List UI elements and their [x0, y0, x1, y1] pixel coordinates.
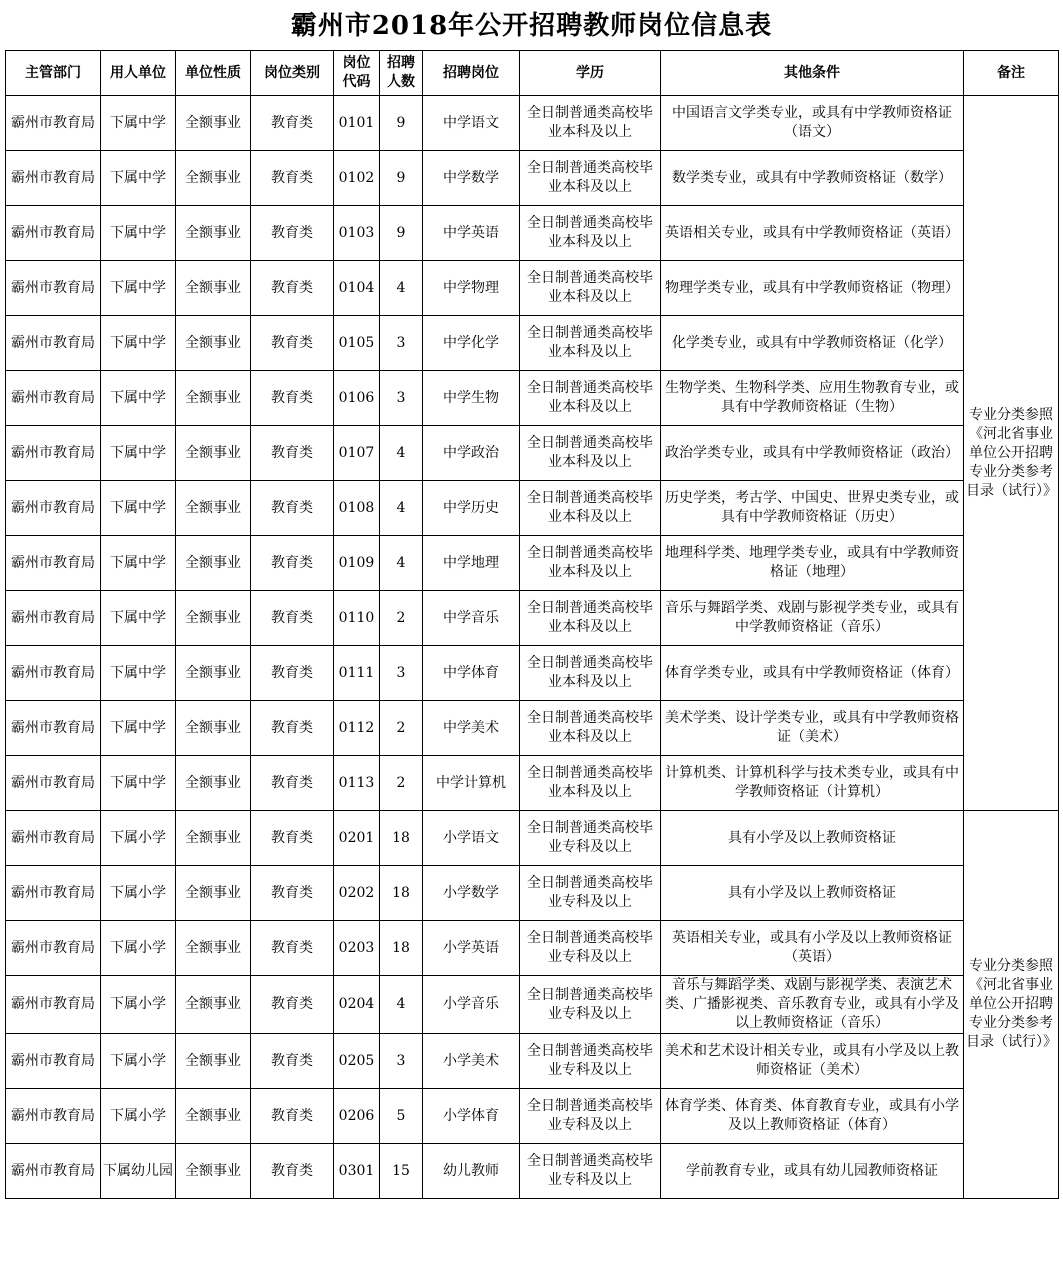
cell-education: 全日制普通类高校毕业专科及以上: [520, 866, 661, 921]
table-row: [6, 536, 1059, 591]
cell-education: 全日制普通类高校毕业本科及以上: [520, 261, 661, 316]
header-note: 备注: [964, 51, 1059, 96]
cell-dept: 霸州市教育局: [6, 1034, 101, 1089]
cell-post: 中学物理: [423, 261, 520, 316]
cell-education: 全日制普通类高校毕业本科及以上: [520, 756, 661, 811]
cell-category: 教育类: [251, 1144, 334, 1199]
cell-count: 3: [380, 646, 423, 701]
cell-conditions: 中国语言文学类专业，或具有中学教师资格证（语文）: [661, 96, 964, 151]
cell-nature: 全额事业: [176, 1089, 251, 1144]
cell-code: 0203: [334, 921, 380, 976]
cell-post: 小学美术: [423, 1034, 520, 1089]
cell-unit: 下属中学: [101, 536, 176, 591]
cell-count: 4: [380, 426, 423, 481]
cell-category: 教育类: [251, 1089, 334, 1144]
cell-post: 中学体育: [423, 646, 520, 701]
cell-code: 0201: [334, 811, 380, 866]
cell-post: 中学历史: [423, 481, 520, 536]
cell-post: 小学音乐: [423, 976, 520, 1034]
cell-conditions: 计算机类、计算机科学与技术类专业，或具有中学教师资格证（计算机）: [661, 756, 964, 811]
cell-conditions: 学前教育专业，或具有幼儿园教师资格证: [661, 1144, 964, 1199]
cell-count: 15: [380, 1144, 423, 1199]
cell-conditions: 体育学类专业，或具有中学教师资格证（体育）: [661, 646, 964, 701]
cell-count: 3: [380, 1034, 423, 1089]
cell-dept: 霸州市教育局: [6, 921, 101, 976]
cell-code: 0102: [334, 151, 380, 206]
cell-conditions: 体育学类、体育类、体育教育专业，或具有小学及以上教师资格证（体育）: [661, 1089, 964, 1144]
cell-category: 教育类: [251, 426, 334, 481]
cell-unit: 下属小学: [101, 976, 176, 1034]
cell-post: 小学数学: [423, 866, 520, 921]
cell-nature: 全额事业: [176, 811, 251, 866]
cell-unit: 下属中学: [101, 96, 176, 151]
cell-code: 0106: [334, 371, 380, 426]
cell-category: 教育类: [251, 866, 334, 921]
cell-unit: 下属中学: [101, 206, 176, 261]
table-row: [6, 866, 1059, 921]
cell-conditions: 具有小学及以上教师资格证: [661, 866, 964, 921]
cell-education: 全日制普通类高校毕业本科及以上: [520, 206, 661, 261]
cell-post: 中学语文: [423, 96, 520, 151]
cell-dept: 霸州市教育局: [6, 481, 101, 536]
cell-education: 全日制普通类高校毕业专科及以上: [520, 976, 661, 1034]
note-primary-school: 专业分类参照《河北省事业单位公开招聘专业分类参考目录（试行）》: [964, 811, 1059, 1199]
table-row: [6, 1089, 1059, 1144]
table-row: [6, 756, 1059, 811]
cell-nature: 全额事业: [176, 481, 251, 536]
cell-education: 全日制普通类高校毕业本科及以上: [520, 646, 661, 701]
cell-dept: 霸州市教育局: [6, 1089, 101, 1144]
cell-education: 全日制普通类高校毕业本科及以上: [520, 316, 661, 371]
cell-code: 0202: [334, 866, 380, 921]
header-conditions: 其他条件: [661, 51, 964, 96]
cell-unit: 下属中学: [101, 646, 176, 701]
cell-dept: 霸州市教育局: [6, 96, 101, 151]
header-education: 学历: [520, 51, 661, 96]
cell-post: 中学美术: [423, 701, 520, 756]
table-row: [6, 206, 1059, 261]
table-row: [6, 96, 1059, 151]
page-title: 霸州市2018年公开招聘教师岗位信息表: [290, 11, 773, 41]
cell-count: 3: [380, 371, 423, 426]
cell-conditions: 历史学类，考古学、中国史、世界史类专业，或具有中学教师资格证（历史）: [661, 481, 964, 536]
header-dept: 主管部门: [6, 51, 101, 96]
cell-count: 9: [380, 206, 423, 261]
header-count: 招聘人数: [380, 51, 423, 96]
cell-category: 教育类: [251, 591, 334, 646]
cell-conditions: 具有小学及以上教师资格证: [661, 811, 964, 866]
table-row: [6, 1034, 1059, 1089]
cell-nature: 全额事业: [176, 371, 251, 426]
table-row: [6, 701, 1059, 756]
cell-category: 教育类: [251, 206, 334, 261]
cell-post: 中学政治: [423, 426, 520, 481]
cell-code: 0111: [334, 646, 380, 701]
cell-conditions: 英语相关专业，或具有中学教师资格证（英语）: [661, 206, 964, 261]
cell-education: 全日制普通类高校毕业专科及以上: [520, 921, 661, 976]
cell-nature: 全额事业: [176, 206, 251, 261]
cell-code: 0104: [334, 261, 380, 316]
cell-code: 0109: [334, 536, 380, 591]
cell-dept: 霸州市教育局: [6, 536, 101, 591]
cell-code: 0206: [334, 1089, 380, 1144]
note-middle-school: 专业分类参照《河北省事业单位公开招聘专业分类参考目录（试行）》: [964, 96, 1059, 811]
cell-post: 幼儿教师: [423, 1144, 520, 1199]
cell-nature: 全额事业: [176, 756, 251, 811]
cell-category: 教育类: [251, 481, 334, 536]
cell-education: 全日制普通类高校毕业专科及以上: [520, 1144, 661, 1199]
header-nature: 单位性质: [176, 51, 251, 96]
cell-dept: 霸州市教育局: [6, 371, 101, 426]
cell-category: 教育类: [251, 536, 334, 591]
cell-code: 0107: [334, 426, 380, 481]
cell-unit: 下属小学: [101, 1089, 176, 1144]
cell-code: 0108: [334, 481, 380, 536]
cell-category: 教育类: [251, 151, 334, 206]
cell-nature: 全额事业: [176, 591, 251, 646]
table-row: [6, 646, 1059, 701]
cell-count: 2: [380, 591, 423, 646]
cell-education: 全日制普通类高校毕业本科及以上: [520, 151, 661, 206]
cell-post: 中学生物: [423, 371, 520, 426]
cell-dept: 霸州市教育局: [6, 646, 101, 701]
cell-dept: 霸州市教育局: [6, 701, 101, 756]
cell-count: 9: [380, 151, 423, 206]
cell-code: 0301: [334, 1144, 380, 1199]
cell-education: 全日制普通类高校毕业本科及以上: [520, 591, 661, 646]
cell-dept: 霸州市教育局: [6, 976, 101, 1034]
cell-code: 0205: [334, 1034, 380, 1089]
cell-code: 0204: [334, 976, 380, 1034]
cell-nature: 全额事业: [176, 151, 251, 206]
cell-unit: 下属中学: [101, 701, 176, 756]
cell-count: 18: [380, 921, 423, 976]
cell-nature: 全额事业: [176, 96, 251, 151]
table-row: [6, 811, 1059, 866]
cell-unit: 下属中学: [101, 481, 176, 536]
cell-unit: 下属中学: [101, 371, 176, 426]
cell-dept: 霸州市教育局: [6, 591, 101, 646]
table-row: [6, 316, 1059, 371]
cell-dept: 霸州市教育局: [6, 151, 101, 206]
cell-category: 教育类: [251, 96, 334, 151]
job-info-table: [5, 50, 1059, 1199]
cell-category: 教育类: [251, 371, 334, 426]
cell-unit: 下属中学: [101, 756, 176, 811]
cell-count: 2: [380, 756, 423, 811]
cell-unit: 下属小学: [101, 921, 176, 976]
cell-dept: 霸州市教育局: [6, 1144, 101, 1199]
cell-dept: 霸州市教育局: [6, 811, 101, 866]
cell-unit: 下属中学: [101, 261, 176, 316]
cell-nature: 全额事业: [176, 536, 251, 591]
cell-unit: 下属中学: [101, 426, 176, 481]
cell-education: 全日制普通类高校毕业本科及以上: [520, 371, 661, 426]
cell-nature: 全额事业: [176, 261, 251, 316]
cell-post: 中学数学: [423, 151, 520, 206]
cell-post: 小学英语: [423, 921, 520, 976]
cell-category: 教育类: [251, 316, 334, 371]
cell-count: 18: [380, 811, 423, 866]
cell-category: 教育类: [251, 646, 334, 701]
cell-unit: 下属中学: [101, 151, 176, 206]
cell-conditions: 化学类专业，或具有中学教师资格证（化学）: [661, 316, 964, 371]
cell-education: 全日制普通类高校毕业本科及以上: [520, 701, 661, 756]
cell-unit: 下属幼儿园: [101, 1144, 176, 1199]
cell-education: 全日制普通类高校毕业本科及以上: [520, 481, 661, 536]
cell-code: 0113: [334, 756, 380, 811]
cell-post: 小学语文: [423, 811, 520, 866]
cell-unit: 下属中学: [101, 316, 176, 371]
cell-code: 0101: [334, 96, 380, 151]
cell-category: 教育类: [251, 811, 334, 866]
cell-conditions: 音乐与舞蹈学类、戏剧与影视学类专业，或具有中学教师资格证（音乐）: [661, 591, 964, 646]
cell-unit: 下属中学: [101, 591, 176, 646]
header-post: 招聘岗位: [423, 51, 520, 96]
table-row: [6, 591, 1059, 646]
cell-category: 教育类: [251, 261, 334, 316]
header-unit: 用人单位: [101, 51, 176, 96]
cell-code: 0105: [334, 316, 380, 371]
cell-conditions: 英语相关专业，或具有小学及以上教师资格证（英语）: [661, 921, 964, 976]
cell-conditions: 生物学类、生物科学类、应用生物教育专业，或具有中学教师资格证（生物）: [661, 371, 964, 426]
cell-category: 教育类: [251, 921, 334, 976]
table-row: [6, 426, 1059, 481]
cell-post: 中学计算机: [423, 756, 520, 811]
cell-code: 0112: [334, 701, 380, 756]
cell-education: 全日制普通类高校毕业专科及以上: [520, 1089, 661, 1144]
cell-conditions: 美术和艺术设计相关专业，或具有小学及以上教师资格证（美术）: [661, 1034, 964, 1089]
cell-education: 全日制普通类高校毕业专科及以上: [520, 811, 661, 866]
cell-education: 全日制普通类高校毕业专科及以上: [520, 1034, 661, 1089]
cell-count: 5: [380, 1089, 423, 1144]
table-row: [6, 151, 1059, 206]
table-row: [6, 481, 1059, 536]
cell-unit: 下属小学: [101, 811, 176, 866]
table-row: [6, 1144, 1059, 1199]
cell-education: 全日制普通类高校毕业本科及以上: [520, 426, 661, 481]
cell-nature: 全额事业: [176, 1144, 251, 1199]
cell-count: 18: [380, 866, 423, 921]
cell-count: 4: [380, 481, 423, 536]
table-body: [6, 96, 1059, 1199]
cell-dept: 霸州市教育局: [6, 316, 101, 371]
cell-conditions: 音乐与舞蹈学类、戏剧与影视学类、表演艺术类、广播影视类、音乐教育专业，或具有小学及以上教师资格证（音乐）: [661, 976, 964, 1034]
header-code: 岗位代码: [334, 51, 380, 96]
cell-category: 教育类: [251, 756, 334, 811]
cell-conditions: 物理学类专业，或具有中学教师资格证（物理）: [661, 261, 964, 316]
cell-code: 0103: [334, 206, 380, 261]
cell-nature: 全额事业: [176, 646, 251, 701]
cell-count: 3: [380, 316, 423, 371]
cell-nature: 全额事业: [176, 316, 251, 371]
cell-nature: 全额事业: [176, 1034, 251, 1089]
cell-conditions: 美术学类、设计学类专业，或具有中学教师资格证（美术）: [661, 701, 964, 756]
cell-dept: 霸州市教育局: [6, 866, 101, 921]
cell-nature: 全额事业: [176, 701, 251, 756]
table-row: [6, 976, 1059, 1034]
cell-nature: 全额事业: [176, 426, 251, 481]
cell-post: 中学英语: [423, 206, 520, 261]
cell-dept: 霸州市教育局: [6, 261, 101, 316]
cell-post: 中学地理: [423, 536, 520, 591]
table-row: [6, 371, 1059, 426]
table-row: [6, 261, 1059, 316]
cell-count: 2: [380, 701, 423, 756]
cell-conditions: 政治学类专业，或具有中学教师资格证（政治）: [661, 426, 964, 481]
table-row: [6, 921, 1059, 976]
cell-education: 全日制普通类高校毕业本科及以上: [520, 96, 661, 151]
cell-unit: 下属小学: [101, 866, 176, 921]
cell-dept: 霸州市教育局: [6, 756, 101, 811]
cell-conditions: 数学类专业，或具有中学教师资格证（数学）: [661, 151, 964, 206]
cell-conditions: 地理科学类、地理学类专业，或具有中学教师资格证（地理）: [661, 536, 964, 591]
cell-post: 中学化学: [423, 316, 520, 371]
header-row: [6, 51, 1059, 96]
cell-dept: 霸州市教育局: [6, 206, 101, 261]
cell-dept: 霸州市教育局: [6, 426, 101, 481]
cell-code: 0110: [334, 591, 380, 646]
header-category: 岗位类别: [251, 51, 334, 96]
cell-education: 全日制普通类高校毕业本科及以上: [520, 536, 661, 591]
cell-nature: 全额事业: [176, 866, 251, 921]
cell-nature: 全额事业: [176, 921, 251, 976]
cell-count: 4: [380, 261, 423, 316]
cell-category: 教育类: [251, 701, 334, 756]
cell-count: 4: [380, 536, 423, 591]
cell-category: 教育类: [251, 976, 334, 1034]
cell-unit: 下属小学: [101, 1034, 176, 1089]
cell-category: 教育类: [251, 1034, 334, 1089]
cell-count: 4: [380, 976, 423, 1034]
cell-nature: 全额事业: [176, 976, 251, 1034]
cell-post: 小学体育: [423, 1089, 520, 1144]
cell-post: 中学音乐: [423, 591, 520, 646]
cell-count: 9: [380, 96, 423, 151]
